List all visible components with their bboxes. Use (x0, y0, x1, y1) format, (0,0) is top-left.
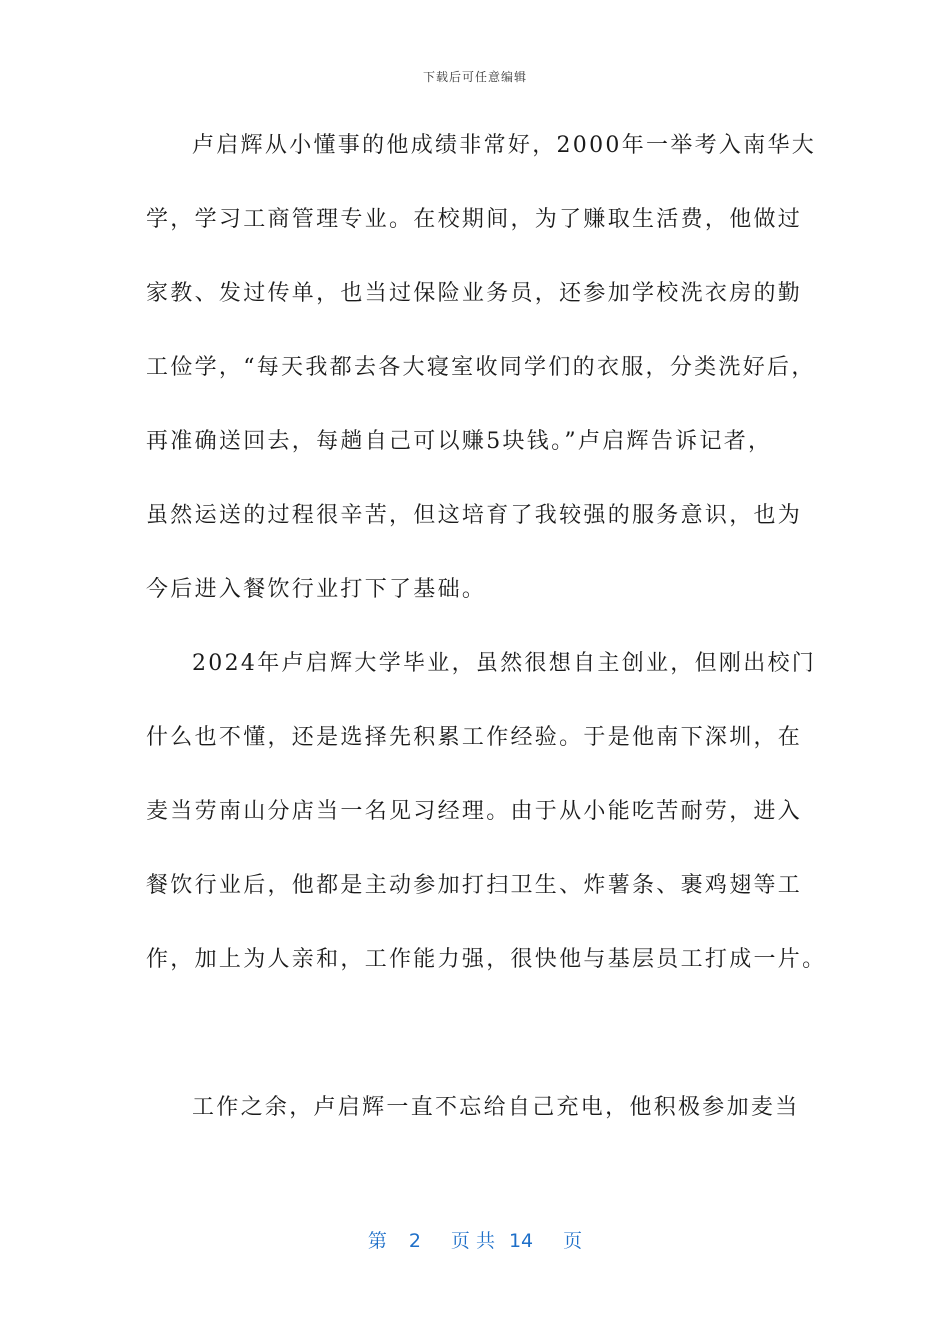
current-page-number: 2 (408, 1230, 421, 1252)
text-line: 2024年卢启辉大学毕业，虽然很想自主创业，但刚出校门 (192, 651, 817, 676)
text-line: 今后进入餐饮行业打下了基础。 (146, 577, 487, 602)
text-line: 工作之余，卢启辉一直不忘给自己充电，他积极参加麦当 (192, 1095, 800, 1120)
text-line: 再准确送回去，每趟自己可以赚5块钱。”卢启辉告诉记者， (146, 429, 773, 454)
text-line: 家教、发过传单，也当过保险业务员，还参加学校洗衣房的勤 (146, 281, 803, 306)
document-body (146, 126, 827, 1162)
text-line: 虽然运送的过程很辛苦，但这培育了我较强的服务意识，也为 (146, 503, 803, 528)
footer-prefix: 第 (367, 1230, 387, 1252)
text-line: 作，加上为人亲和，工作能力强，很快他与基层员工打成一片。 (146, 947, 827, 972)
total-pages: 14 (508, 1230, 534, 1252)
text-line: 工俭学，“每天我都去各大寝室收同学们的衣服，分类洗好后， (146, 355, 816, 380)
paragraph (146, 126, 817, 644)
footer-suffix: 页 (563, 1230, 583, 1252)
page-footer (0, 1226, 950, 1253)
footer-middle: 页 共 (450, 1230, 495, 1252)
text-line: 麦当劳南山分店当一名见习经理。由于从小能吃苦耐劳，进入 (146, 799, 803, 824)
paragraph (146, 1088, 806, 1162)
text-line: 什么也不懂，还是选择先积累工作经验。于是他南下深圳，在 (146, 725, 803, 750)
paragraph-spacer (146, 1014, 806, 1088)
paragraph (146, 644, 827, 1014)
text-line: 卢启辉从小懂事的他成绩非常好，2000年一举考入南华大 (192, 133, 817, 158)
text-line: 餐饮行业后，他都是主动参加打扫卫生、炸薯条、裹鸡翅等工 (146, 873, 803, 898)
text-line: 学，学习工商管理专业。在校期间，为了赚取生活费，他做过 (146, 207, 803, 232)
download-note: 下载后可任意编辑 (422, 70, 527, 84)
